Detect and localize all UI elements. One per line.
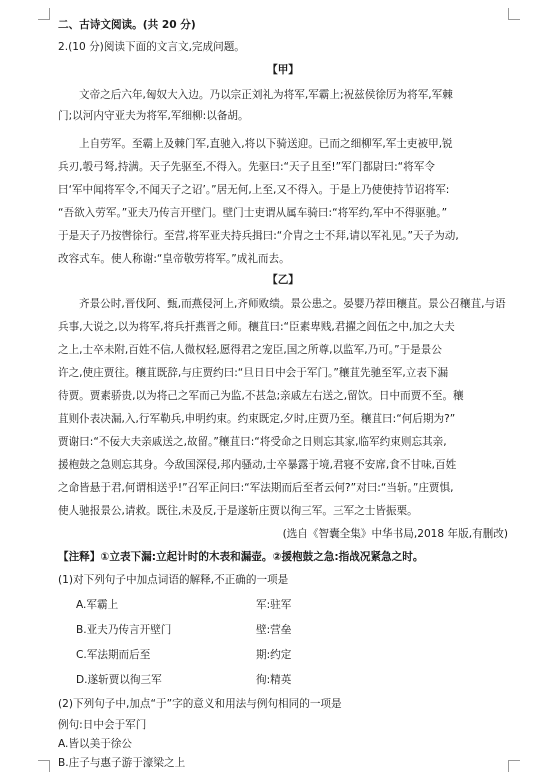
question-2-example: 例句:日中会于军门 <box>58 719 147 731</box>
option-value: 期:约定 <box>256 649 292 661</box>
annotation-note: 【注释】①立表下漏:立起计时的木表和漏壶。②援枹鼓之急:指战况紧急之时。 <box>58 551 424 563</box>
passage-b-line: 援枹鼓之急则忘其身。今敌国深侵,邦内骚动,士卒暴露于境,君寝不安席,食不甘味,百姓 <box>58 459 457 471</box>
question-intro: 2.(10 分)阅读下面的文言文,完成问题。 <box>58 41 245 53</box>
crop-mark-top-right <box>508 8 520 20</box>
passage-b-line: 之命皆悬于君,何谓相送乎!”召军正问曰:“军法期而后至者云何?”对曰:“当斩。”庄贾惧, <box>58 482 454 494</box>
passage-b-line: 许之,使庄贾往。穰苴既辞,与庄贾约曰:“旦日日中会于军门。”穰苴先驰至军,立表下漏 <box>58 367 449 379</box>
question-2-stem: (2)下列句子中,加点“于”字的意义和用法与例句相同的一项是 <box>58 698 342 710</box>
crop-mark-bottom-right <box>508 760 520 772</box>
option-label: C.军法期而后至 <box>76 649 151 661</box>
option-label: B.亚夫乃传言开壁门 <box>76 624 172 636</box>
passage-a-line: 上自劳军。至霸上及棘门军,直驰入,将以下骑送迎。已而之细柳军,军士吏被甲,锐 <box>79 138 453 150</box>
passage-b-line: 贾谢曰:“不佞大夫亲戚送之,故留。”穰苴曰:“将受命之日则忘其家,临军约束则忘其亲, <box>58 436 447 448</box>
passage-a-label: 【甲】 <box>267 64 299 76</box>
question-1-option-c <box>76 648 496 662</box>
option-label: D.遂斩贾以徇三军 <box>76 674 162 686</box>
passage-b-line: 苴则仆表决漏,入,行军勒兵,申明约束。约束既定,夕时,庄贾乃至。穰苴曰:“何后期为?” <box>58 413 456 425</box>
passage-b-line: 待贾。贾素骄贵,以为将己之军而己为监,不甚急;亲戚左右送之,留饮。日中而贾不至。穰 <box>58 390 464 402</box>
passage-b-line: 齐景公时,晋伐阿、甄,而燕侵河上,齐师败绩。景公患之。晏婴乃荐田穰苴。景公召穰苴,与语 <box>79 298 506 310</box>
option-value: 壁:营垒 <box>256 624 292 636</box>
question-2-option-a: A.皆以美于徐公 <box>58 738 132 750</box>
passage-b-label: 【乙】 <box>267 274 299 286</box>
crop-mark-top-left <box>38 8 50 20</box>
question-1-option-d <box>76 673 496 687</box>
question-2-option-b: B.庄子与惠子游于濠梁之上 <box>58 757 186 769</box>
passage-b-line: 兵事,大说之,以为将军,将兵扞燕晋之师。穰苴曰:“臣素卑贱,君擢之闾伍之中,加之大夫 <box>58 321 455 333</box>
question-1-option-b <box>76 623 496 637</box>
passage-a-line: 曰‘军中闻将军令,不闻天子之诏’。”居无何,上至,又不得入。于是上乃使使持节诏将军: <box>58 184 450 196</box>
passage-a-line: 门;以河内守亚夫为将军,军细柳:以备胡。 <box>58 110 249 122</box>
option-value: 徇:精英 <box>256 674 292 686</box>
crop-mark-bottom-left <box>38 760 50 772</box>
section-title: 二、古诗文阅读。(共 20 分) <box>58 19 196 31</box>
passage-b-line: 之上,士卒未附,百姓不信,人微权轻,愿得君之宠臣,国之所尊,以监军,乃可。”于是景公 <box>58 344 442 356</box>
option-value: 军:驻军 <box>256 599 292 611</box>
passage-a-line: “吾欲入劳军。”亚夫乃传言开壁门。壁门士吏谓从属车骑曰:“将军约,军中不得驱驰。” <box>58 207 448 219</box>
passage-a-line: 改容式车。使人称谢:“皇帝敬劳将军。”成礼而去。 <box>58 253 290 265</box>
option-label: A.军霸上 <box>76 599 119 611</box>
passage-a-line: 于是天子乃按辔徐行。至营,将军亚夫持兵揖曰:“介胄之士不拜,请以军礼见。”天子为动, <box>58 230 459 242</box>
passage-a-line: 文帝之后六年,匈奴大入边。乃以宗正刘礼为将军,军霸上;祝兹侯徐厉为将军,军棘 <box>79 89 453 101</box>
question-1-option-a <box>76 598 496 612</box>
source-citation: (选自《智囊全集》中华书局,2018 年版,有删改) <box>282 528 508 540</box>
question-1-stem: (1)对下列句子中加点词语的解释,不正确的一项是 <box>58 574 289 586</box>
passage-a-line: 兵刃,彀弓弩,持满。天子先驱至,不得入。先驱曰:“天子且至!”军门都尉曰:“将军令 <box>58 161 435 173</box>
passage-b-line: 使人驰报景公,请救。既往,未及反,于是遂斩庄贾以徇三军。三军之士皆振栗。 <box>58 505 418 517</box>
